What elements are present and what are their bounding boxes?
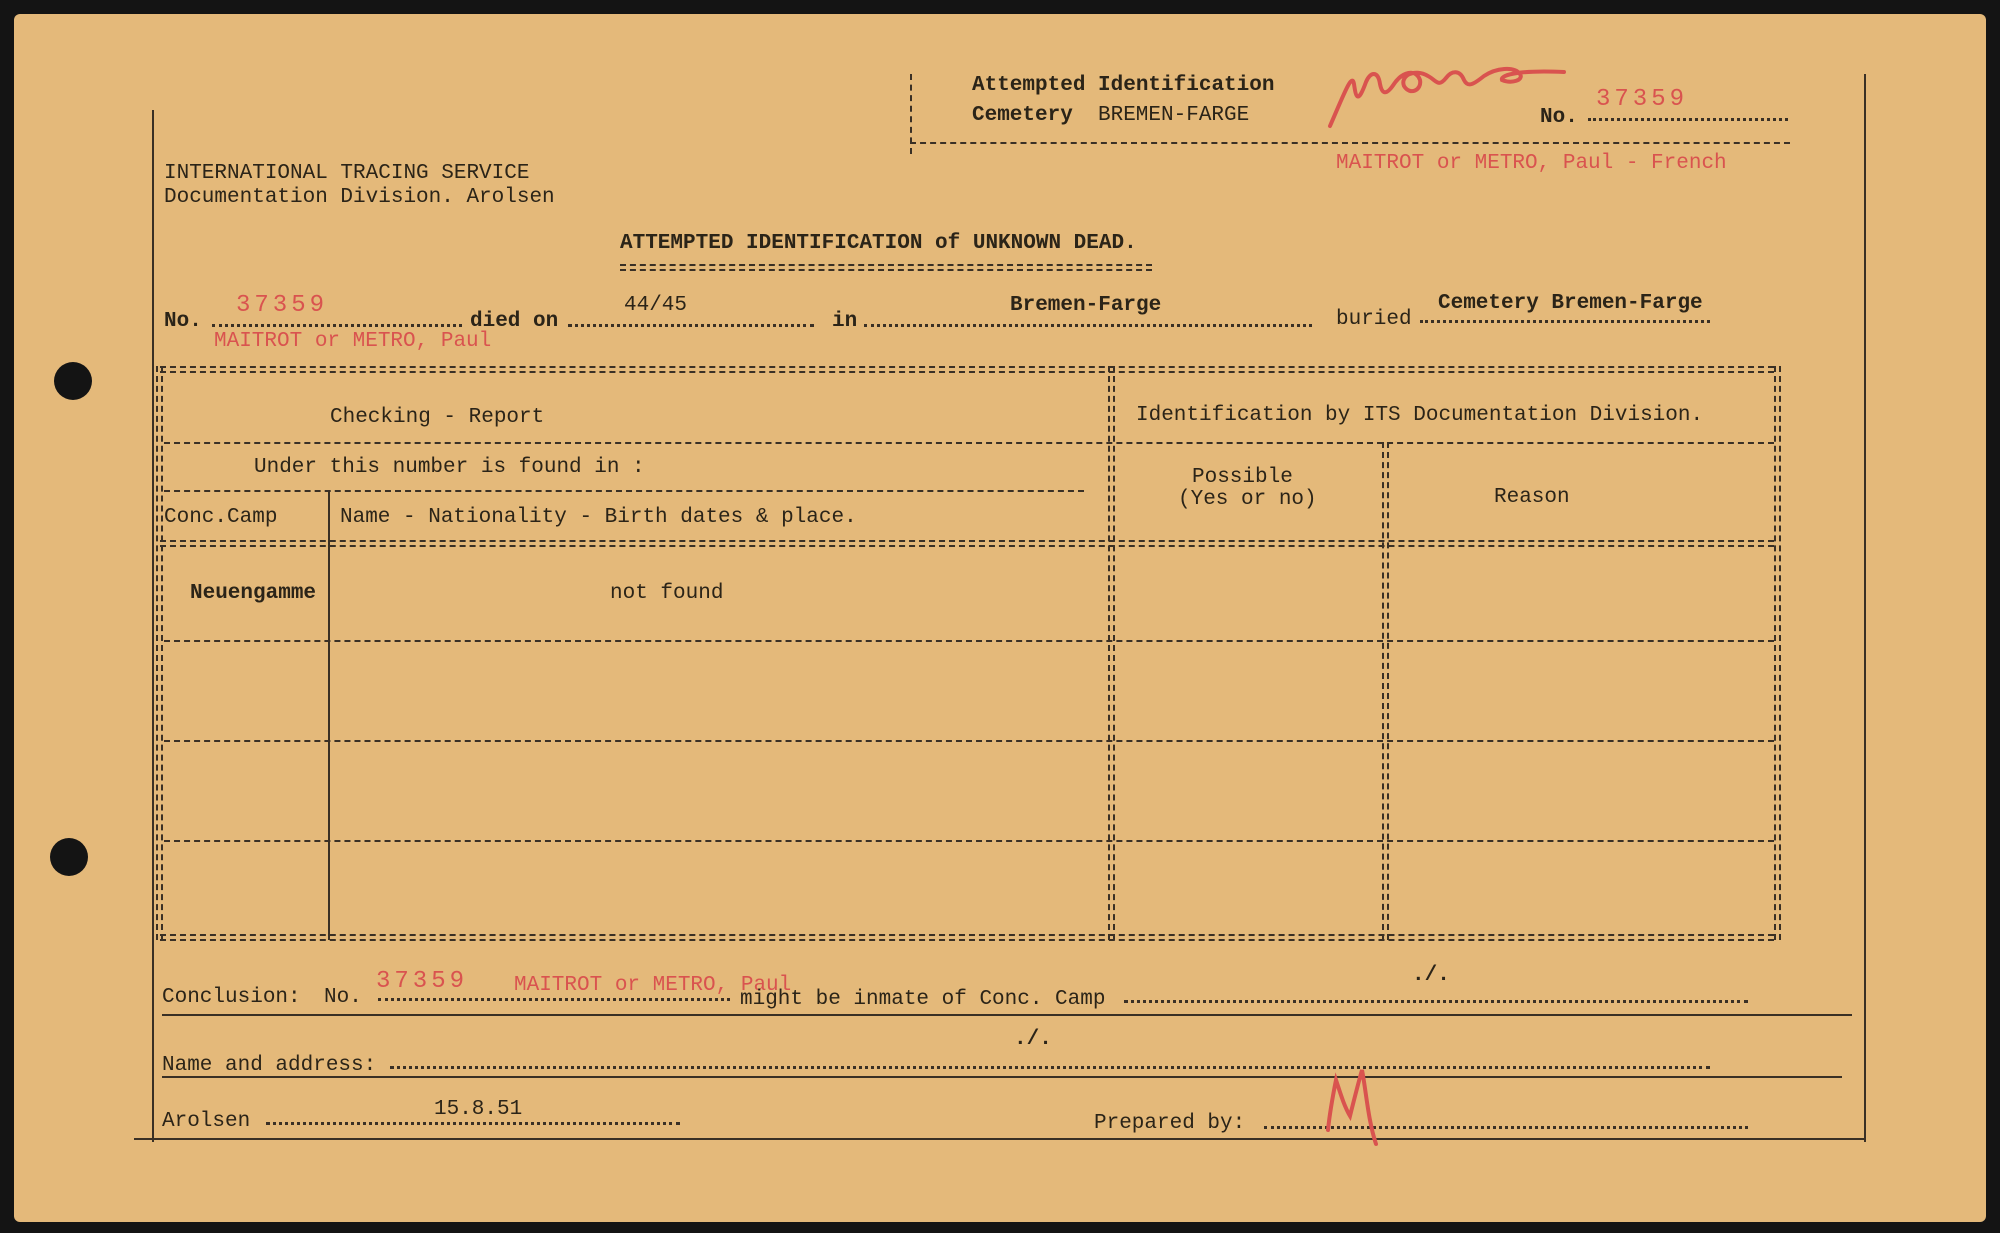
handwritten-initial-m: [1320, 1060, 1390, 1150]
punch-hole-top: [54, 362, 92, 400]
name-address-rule: [162, 1076, 1842, 1078]
table-columns-line: [160, 540, 1774, 547]
record-in-label: in: [832, 310, 858, 333]
table-subheader: Under this number is found in :: [254, 456, 645, 479]
footer-date: 15.8.51: [434, 1098, 523, 1121]
header-red-name: MAITROT or METRO, Paul - French: [1336, 152, 1727, 175]
record-no-label: No.: [164, 310, 202, 333]
col-reason: Reason: [1494, 486, 1570, 509]
record-buried-value: Cemetery Bremen-Farge: [1438, 292, 1703, 315]
table-left-border: [156, 366, 163, 940]
conclusion-no-label: No.: [324, 986, 362, 1009]
col-possible-line2: (Yes or no): [1178, 488, 1317, 511]
table-row-1-details: not found: [610, 582, 724, 605]
conclusion-name: MAITROT or METRO, Paul: [514, 974, 792, 997]
document-card: [14, 14, 1986, 1222]
footer-date-dots: [266, 1122, 680, 1125]
table-right-header: Identification by ITS Documentation Division.: [1136, 404, 1704, 427]
id-box-line1: Attempted Identification: [972, 74, 1275, 97]
record-in-dots: [864, 324, 1312, 327]
name-address-dots: [390, 1066, 1710, 1069]
document-title: ATTEMPTED IDENTIFICATION of UNKNOWN DEAD.: [620, 232, 1137, 255]
record-died-value: 44/45: [624, 294, 688, 317]
id-box-bottom-border: [910, 142, 1790, 144]
table-camp-divider: [328, 490, 330, 940]
handwritten-none-signature: [1324, 54, 1574, 134]
table-bottom-border: [160, 934, 1774, 941]
table-subheader-line: [164, 490, 1084, 492]
col-possible-line1: Possible: [1192, 466, 1293, 489]
frame-right-line: [1864, 74, 1866, 1142]
record-buried-label: buried: [1336, 308, 1412, 331]
prepared-by-label: Prepared by:: [1094, 1112, 1246, 1135]
col-conc-camp: Conc.Camp: [164, 506, 278, 529]
table-left-header: Checking - Report: [330, 406, 545, 429]
record-no-value: 37359: [236, 292, 329, 319]
title-underline: [620, 264, 1152, 271]
footer-place: Arolsen: [162, 1110, 251, 1133]
frame-left-line: [152, 110, 154, 1142]
col-name-nationality: Name - Nationality - Birth dates & place.: [340, 506, 857, 529]
table-header-line: [164, 442, 1774, 444]
table-row-line-2: [164, 740, 1774, 742]
conclusion-camp-dots: [1124, 1000, 1748, 1003]
table-row-line-3: [164, 840, 1774, 842]
record-died-dots: [568, 324, 814, 327]
table-top-border: [160, 366, 1774, 373]
table-center-divider: [1108, 366, 1115, 940]
punch-hole-bottom: [50, 838, 88, 876]
conclusion-no-value: 37359: [376, 968, 469, 995]
table-reason-divider: [1382, 442, 1389, 940]
id-box-no-label: No.: [1540, 106, 1578, 129]
record-died-label: died on: [470, 310, 559, 333]
id-box-cemetery-label: Cemetery: [972, 104, 1073, 127]
table-row-1-camp: Neuengamme: [190, 582, 317, 605]
record-buried-dots: [1420, 320, 1710, 323]
id-box-no-dots: [1588, 118, 1788, 121]
frame-bottom-line: [134, 1138, 1864, 1140]
record-no-dots: [212, 324, 462, 327]
conclusion-rule: [162, 1014, 1852, 1016]
conclusion-no-dots: [378, 998, 730, 1001]
org-line2: Documentation Division. Arolsen: [164, 186, 555, 209]
org-line1: INTERNATIONAL TRACING SERVICE: [164, 162, 530, 185]
name-address-value: ./.: [1014, 1028, 1052, 1051]
id-box-cemetery-value: BREMEN-FARGE: [1098, 104, 1250, 127]
name-address-label: Name and address:: [162, 1054, 377, 1077]
table-right-border: [1774, 366, 1781, 940]
record-name: MAITROT or METRO, Paul: [214, 330, 492, 353]
id-box-no-value: 37359: [1596, 86, 1689, 113]
conclusion-text: might be inmate of Conc. Camp: [740, 988, 1106, 1011]
record-in-value: Bremen-Farge: [1010, 294, 1162, 317]
conclusion-camp-value: ./.: [1412, 964, 1450, 987]
conclusion-label: Conclusion:: [162, 986, 301, 1009]
table-row-line-1: [164, 640, 1774, 642]
